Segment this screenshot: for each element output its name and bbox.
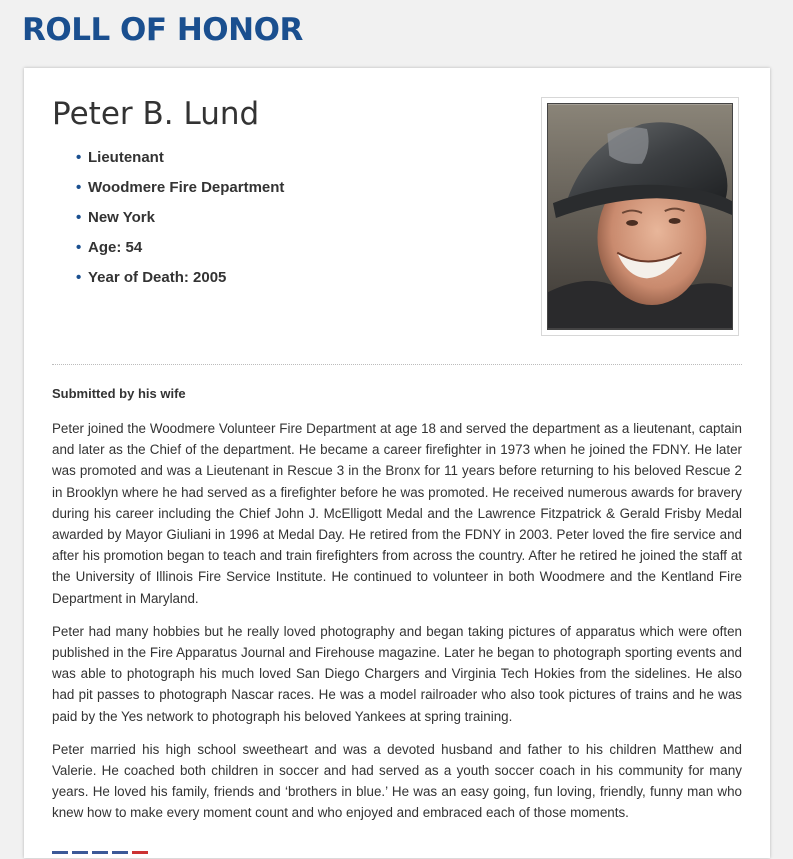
fact-list xyxy=(62,148,284,298)
fact-age xyxy=(62,238,284,268)
bio-paragraph: Peter joined the Woodmere Volunteer Fire Department at age 18 and served the department as a lieutenant, captain and later as the Chief of the department. He became a career firefighter in 1973 when he joined the FDNY. He later was promoted and was a Lieutenant in Rescue 3 in the Bronx for 11 years before returning to his beloved Rescue 2 in Brooklyn where he had served as a firefighter before he was promoted. He received numerous awards for bravery during his career including the Chief John J. McElligott Medal and the Lawrence Fitzpatrick & Gerald Frisby Medal awarded by Mayor Giuliani in 1996 at Medal Day. He retired from the FDNY in 2003. Peter loved the fire service and after his promotion began to teach and train firefighters from across the country. After he retired he joined the staff at the University of Illinois Fire Service Institute. He continued to volunteer in both Woodmere and the Kentland Fire Department in Maryland. xyxy=(52,421,742,606)
fact-department xyxy=(62,178,284,208)
portrait-photo xyxy=(541,97,739,336)
person-name: Peter B. Lund xyxy=(52,96,260,132)
fact-state xyxy=(62,208,284,238)
share-email-icon[interactable] xyxy=(112,851,128,854)
fact-department-text: Woodmere Fire Department xyxy=(88,179,285,196)
submitted-by: Submitted by his wife xyxy=(52,386,186,401)
page-header: ROLL OF HONOR xyxy=(22,12,303,48)
portrait-image xyxy=(547,103,733,330)
share-more-icon[interactable] xyxy=(132,851,148,854)
fact-state-text: New York xyxy=(88,209,155,226)
bullet-icon: • xyxy=(76,239,82,256)
share-facebook-icon[interactable] xyxy=(52,851,68,854)
share-twitter-icon[interactable] xyxy=(72,851,88,854)
fact-year-of-death xyxy=(62,268,284,298)
fact-rank-text: Lieutenant xyxy=(88,149,164,166)
bullet-icon: • xyxy=(76,149,82,166)
bullet-icon: • xyxy=(76,209,82,226)
bullet-icon: • xyxy=(76,269,82,286)
section-divider xyxy=(52,364,742,365)
bio-paragraph: Peter married his high school sweetheart and was a devoted husband and father to his children Matthew and Valerie. He coached both children in soccer and had served as a youth soccer coach in his community for many years. He loved his family, friends and ‘brothers in blue.’ He was an easy going, fun loving, friendly, funny man who knew how to make every moment count and who enjoyed and embraced each of those moments. xyxy=(52,741,742,821)
fact-rank xyxy=(62,148,284,178)
share-buttons[interactable] xyxy=(52,841,152,859)
bio-paragraph: Peter had many hobbies but he really loved photography and began taking pictures of apparatus which were often published in the Fire Apparatus Journal and Firehouse magazine. Later he began to photograph sporting events and was able to photograph his much loved San Diego Chargers and Virginia Tech Hokies from the sidelines. He also had pit passes to photograph Nascar races. He was a model railroader who also took pictures of trains and he was paid by the Yes network to photograph his beloved Yankees at spring training. xyxy=(52,623,742,724)
bullet-icon: • xyxy=(76,179,82,196)
profile-card xyxy=(24,68,770,858)
share-linkedin-icon[interactable] xyxy=(92,851,108,854)
biography xyxy=(52,418,742,836)
fact-age-text: Age: 54 xyxy=(88,239,143,256)
fact-year-of-death-text: Year of Death: 2005 xyxy=(88,269,227,286)
